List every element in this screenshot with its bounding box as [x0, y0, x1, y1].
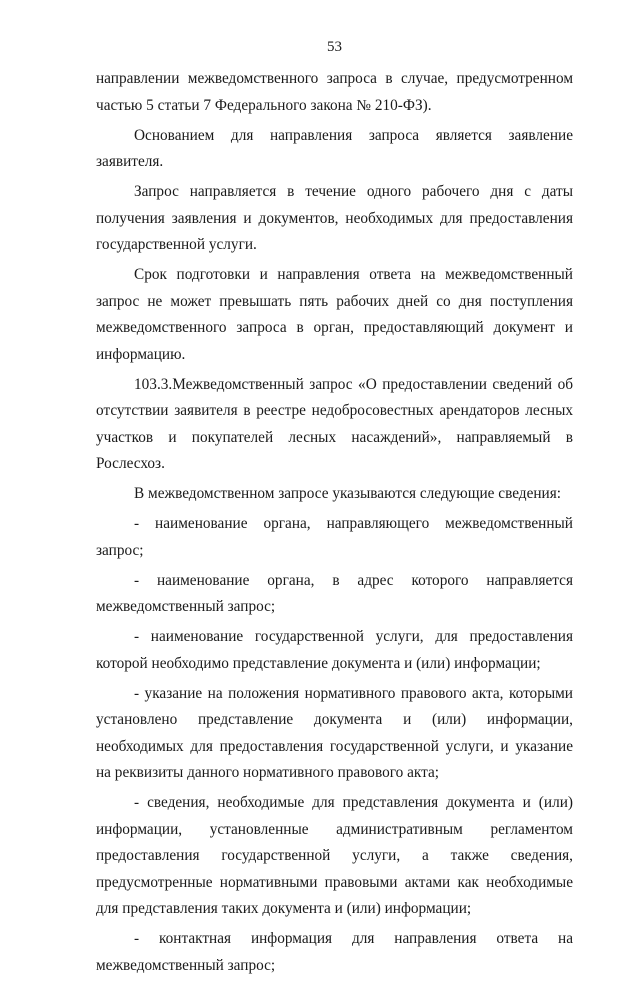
list-item: - контактная информация для направления ответа на межведомственный запрос;	[96, 930, 573, 974]
document-body	[96, 66, 573, 983]
paragraph-continuation: направлении межведомственного запроса в случае, предусмотренном частью 5 статьи 7 Федерального закона № 210-ФЗ).	[96, 70, 573, 114]
list-item: - наименование органа, в адрес которого направляется межведомственный запрос;	[96, 571, 573, 615]
list-item: - указание на положения нормативного правового акта, которыми установлено представление документа и (или) информации, необходимых для предоставления государственной услуги, и указание на реквизиты данного нормативного правового акта;	[96, 684, 573, 781]
paragraph-basis: Основанием для направления запроса является заявление заявителя.	[96, 126, 573, 170]
document-page	[96, 0, 573, 974]
list-item: - сведения, необходимые для представления документа и (или) информации, установленные административным регламентом предоставления государственной услуги, а также сведения, предусмотренные нормативными правовыми актами как необходимые для представления таких документа и (или) информации;	[96, 794, 573, 917]
list-item: - наименование органа, направляющего межведомственный запрос;	[96, 515, 573, 559]
list-item: - наименование государственной услуги, для предоставления которой необходимо представление документа и (или) информации;	[96, 628, 573, 672]
paragraph-request-timing: Запрос направляется в течение одного рабочего дня с даты получения заявления и документов, необходимых для предоставления государственной услуги.	[96, 183, 573, 253]
paragraph-response-deadline: Срок подготовки и направления ответа на межведомственный запрос не может превышать пять рабочих дней со дня поступления межведомственного запроса в орган, предоставляющий документ и информацию.	[96, 266, 573, 363]
paragraph-list-intro: В межведомственном запросе указываются следующие сведения:	[134, 485, 562, 502]
page-number: 53	[327, 39, 342, 55]
paragraph-section-103-3: 103.3.Межведомственный запрос «О предоставлении сведений об отсутствии заявителя в реестре недобросовестных арендаторов лесных участков и покупателей лесных насаждений», направляемый в Рослесхоз.	[96, 375, 573, 472]
